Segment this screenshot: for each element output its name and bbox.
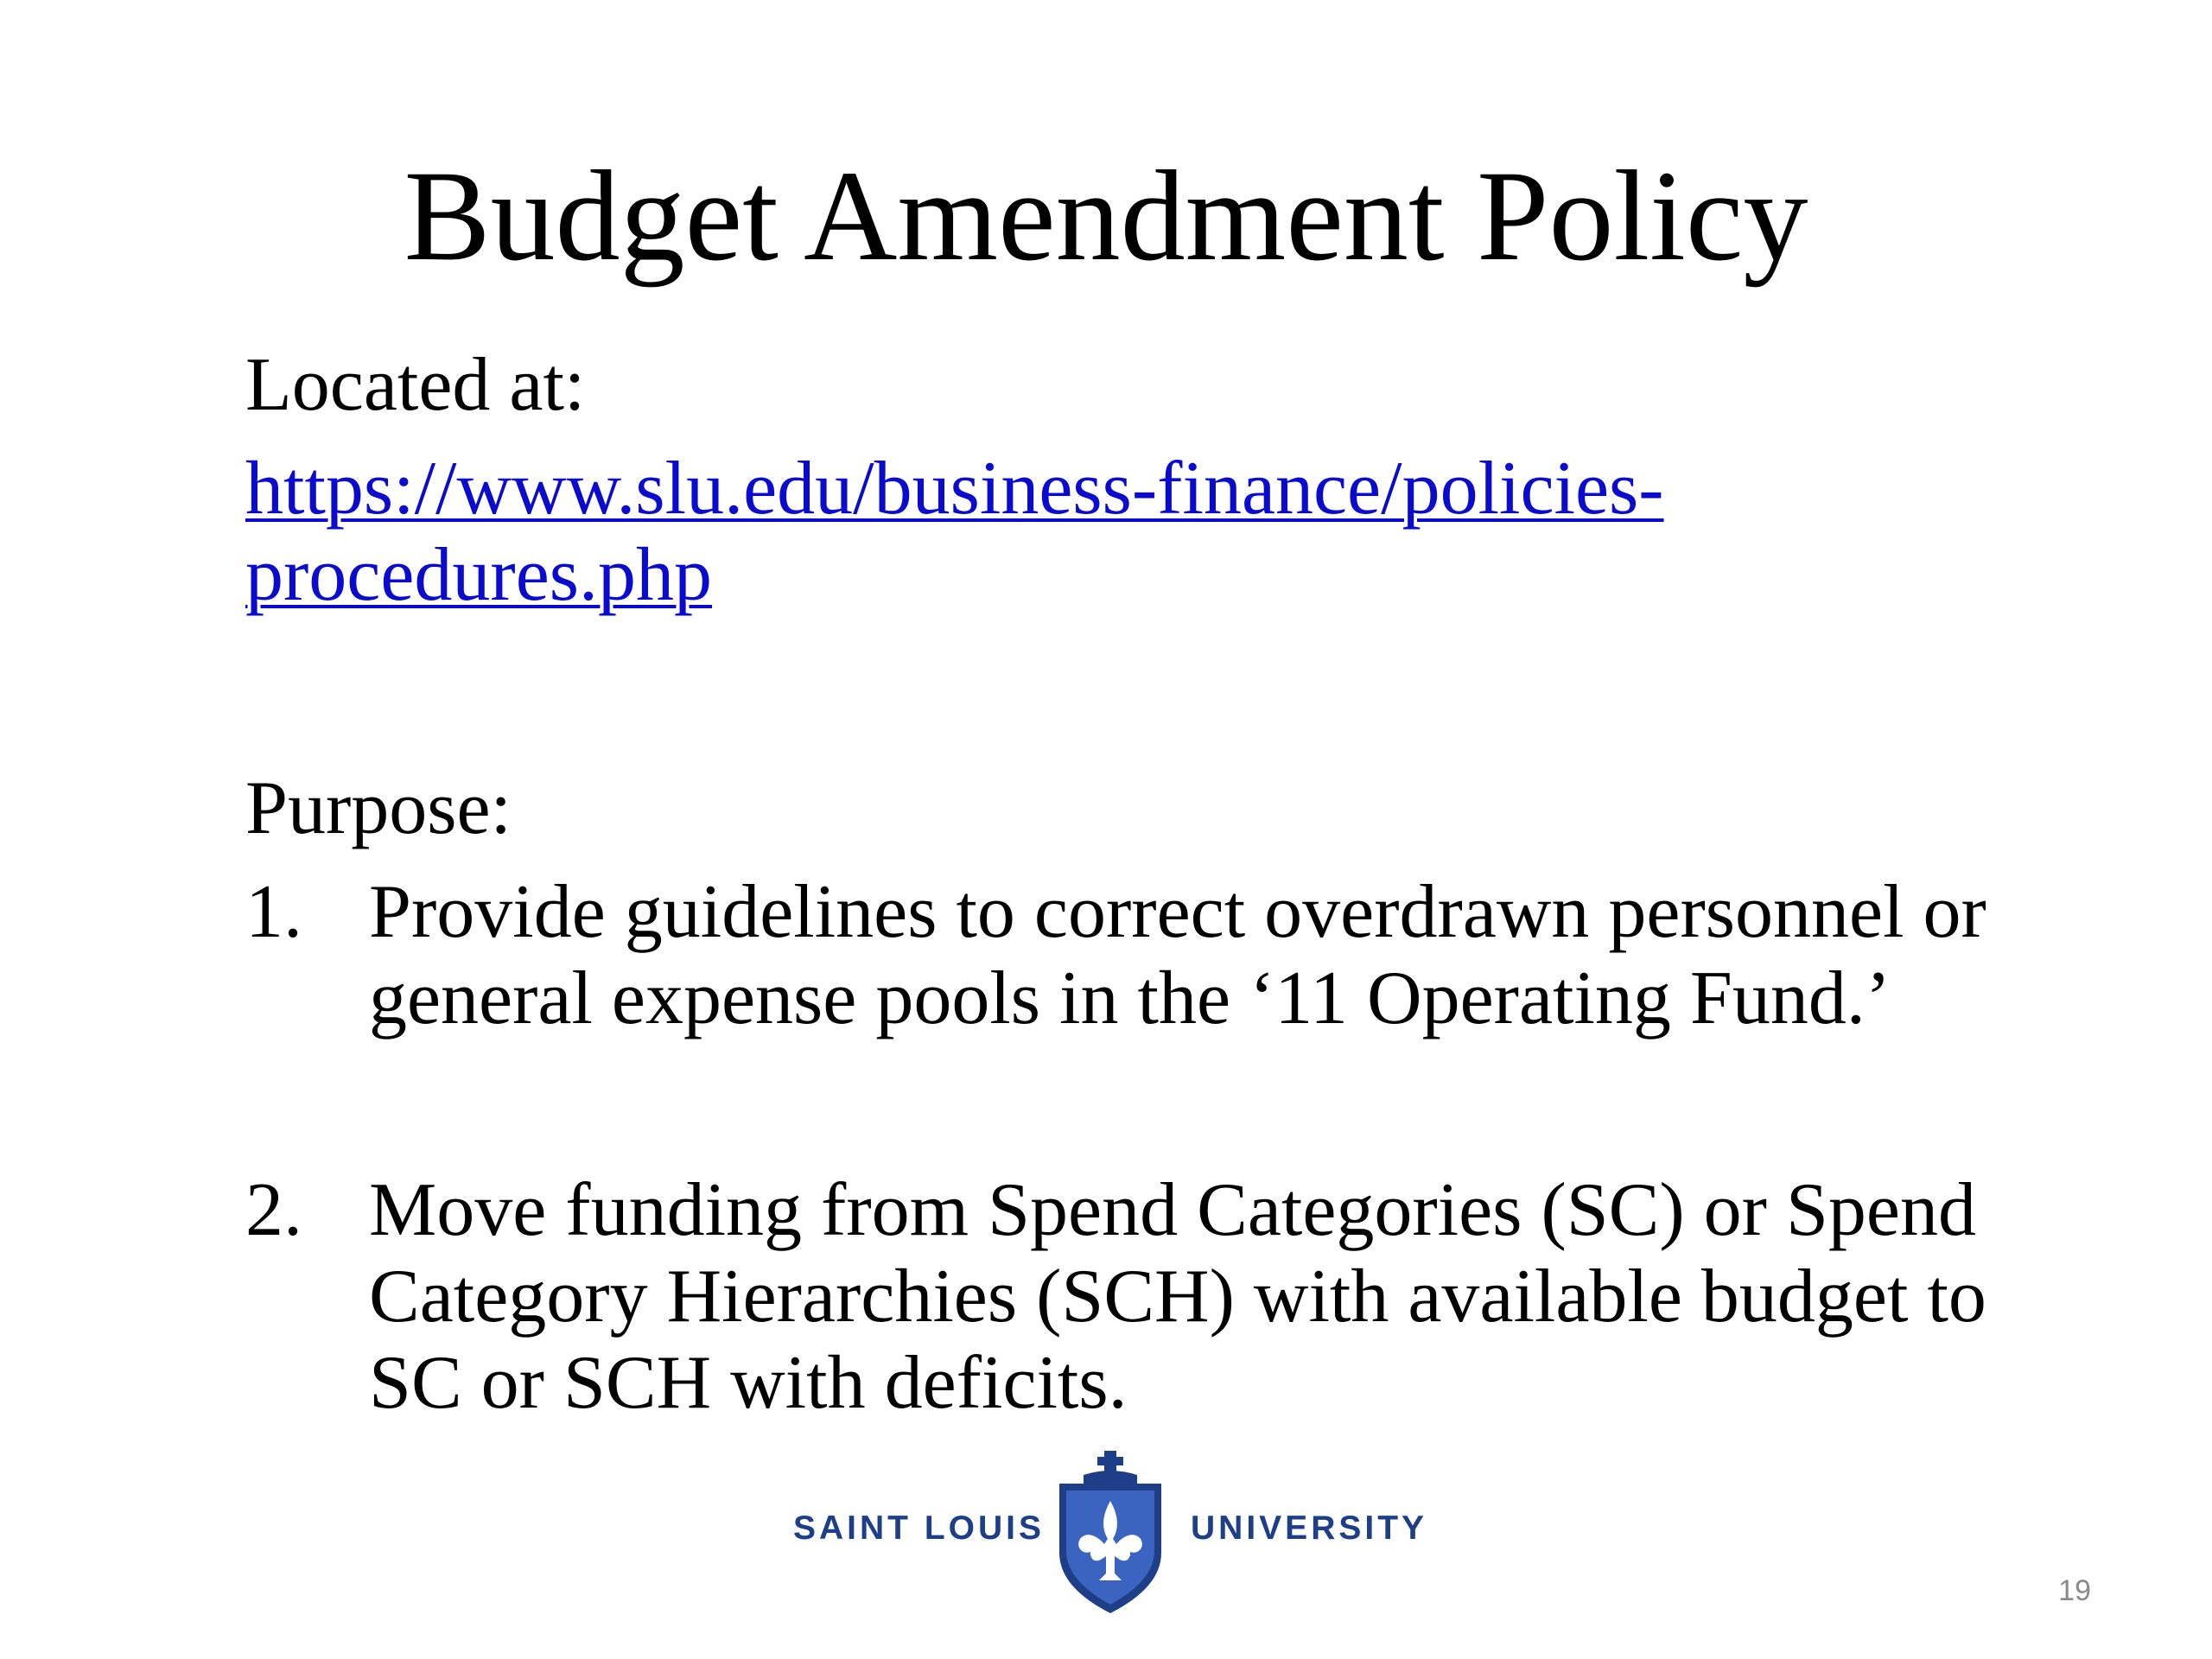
page-number: 19 — [2058, 1574, 2091, 1607]
list-item — [245, 1167, 2103, 1427]
slide-body — [245, 342, 2103, 1427]
university-logo — [793, 1449, 1433, 1615]
list-item-number: 2. — [245, 1168, 302, 1252]
list-item-line: SC or SCH with deficits. — [369, 1341, 1128, 1425]
list-item-line: Move funding from Spend Categories (SC) or Spend — [369, 1168, 1976, 1252]
list-item-number: 1. — [245, 870, 302, 954]
list-item-line: Category Hierarchies (SCH) with available budget to — [369, 1255, 1986, 1338]
policy-link-line1[interactable]: https://www.slu.edu/business-finance/policies- — [245, 447, 1664, 531]
fleur-de-lis-shield-icon — [1054, 1449, 1166, 1615]
list-item-line: general expense pools in the ‘11 Operating Fund.’ — [369, 957, 1891, 1040]
slide-title: Budget Amendment Policy — [404, 144, 1808, 288]
list-item — [245, 869, 2103, 1042]
located-label: Located at: — [245, 343, 586, 427]
logo-text-right: UNIVERSITY — [1191, 1510, 1428, 1547]
purpose-label: Purpose: — [245, 766, 512, 850]
policy-link-line2[interactable]: procedures.php — [245, 533, 713, 617]
logo-text-left: SAINT LOUIS — [793, 1510, 1046, 1547]
list-item-line: Provide guidelines to correct overdrawn personnel or — [369, 870, 1986, 954]
